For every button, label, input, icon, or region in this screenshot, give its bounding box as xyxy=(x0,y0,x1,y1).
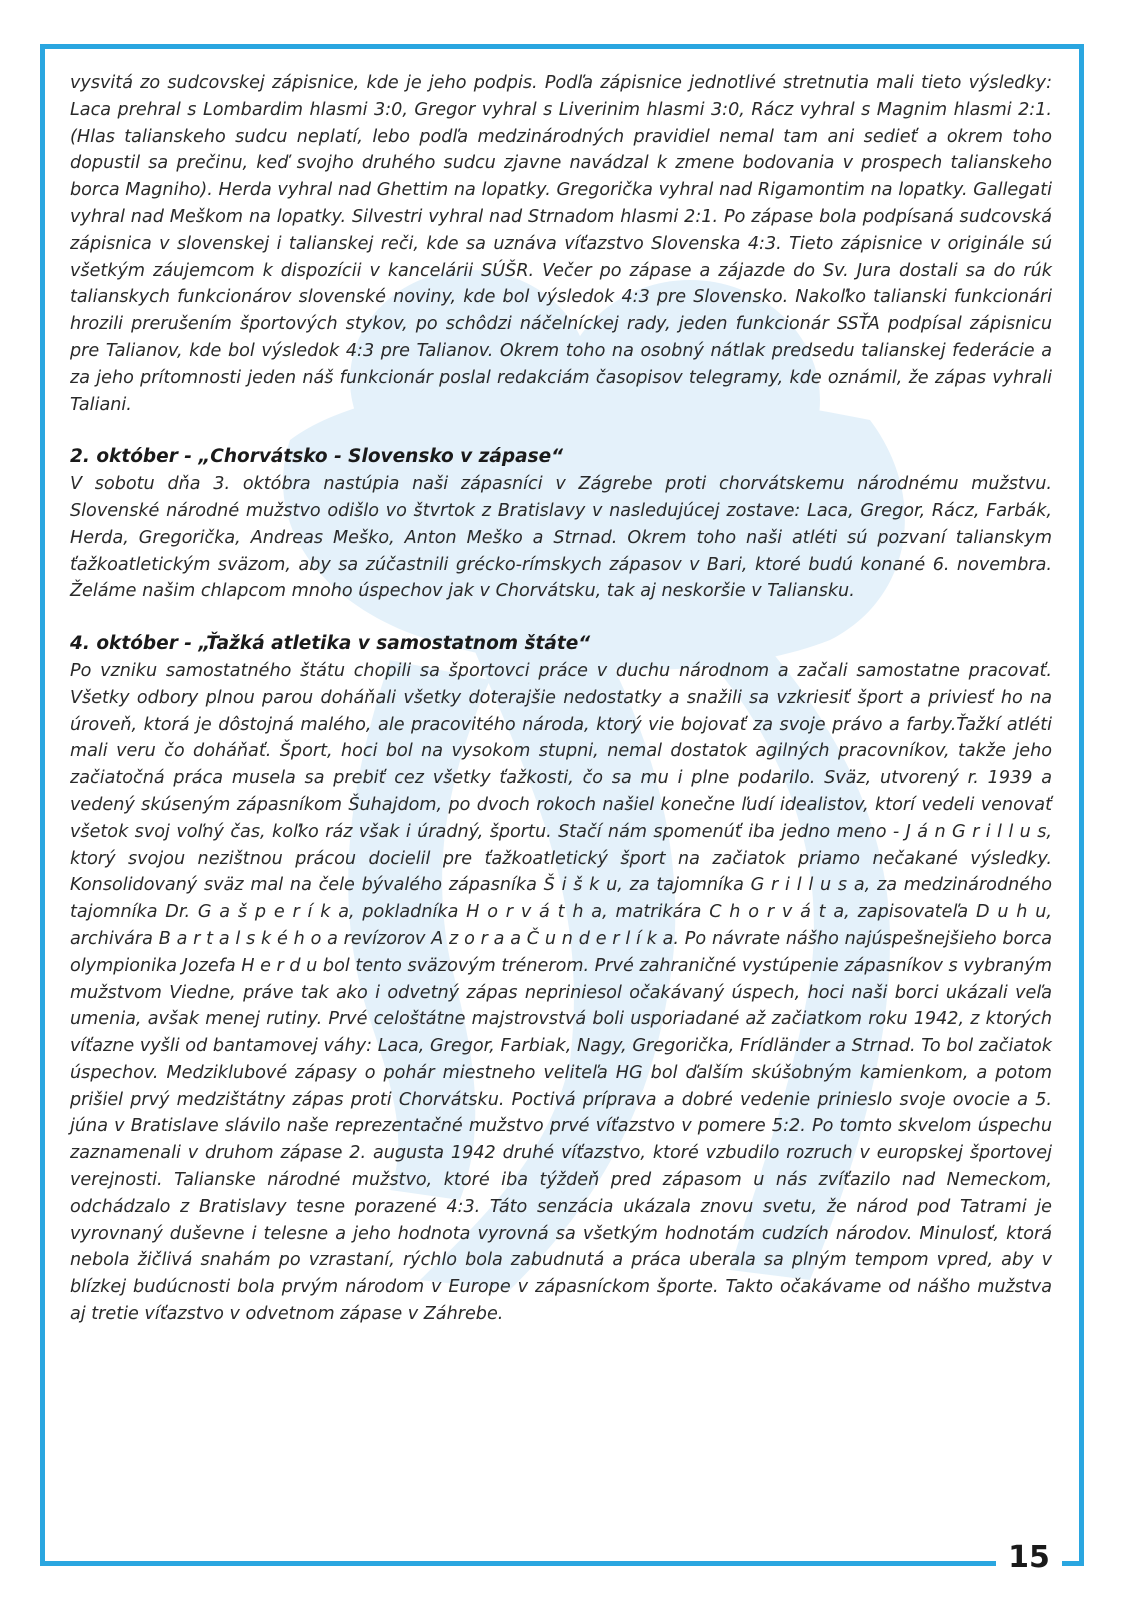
section-heading-athletics: 4. október - „Ťažká atletika v samostatnom štáte“ xyxy=(70,633,591,655)
article-content xyxy=(70,70,1052,1328)
section-heading-croatia: 2. október - „Chorvátsko - Slovensko v zápase“ xyxy=(70,446,564,468)
section-body-croatia: V sobotu dňa 3. októbra nastúpia naši zápasníci v Zágrebe proti chorvátskemu národnému mužstvu. Slovenské národné mužstvo odišlo vo štvrtok z Bratislavy v nasledujúcej zostave: Laca, Gregor, Rácz, Farbák, Herda, Gregorička, Andreas Meško, Anton Meško a Strnad. Okrem toho naši atléti sú pozvaní talianskym ťažkoatletickým sväzom, aby sa zúčastnili grécko-rímskych zápasov v Bari, ktoré budú konané 6. novembra. Želáme našim chlapcom mnoho úspechov jak v Chorvátsku, tak aj neskoršie v Taliansku. xyxy=(70,474,1052,602)
page-number: 15 xyxy=(1008,1540,1050,1575)
intro-paragraph: vysvitá zo sudcovskej zápisnice, kde je jeho podpis. Podľa zápisnice jednotlivé stretnutia mali tieto výsledky: Laca prehral s Lombardim hlasmi 3:0, Gregor vyhral s Liverinim hlasmi 3:0, Rácz vyhral s Magnim hlasmi 2:1. (Hlas talianskeho sudcu neplatí, lebo podľa medzinárodných pravidiel nemal tam ani sedieť a okrem toho dopustil sa prečinu, keď svojho druhého sudcu zjavne navádzal k zmene bodovania v prospech talianskeho borca Magniho). Herda vyhral nad Ghettim na lopatky. Gregorička vyhral nad Rigamontim na lopatky. Gallegati vyhral nad Meškom na lopatky. Silvestri vyhral nad Strnadom hlasmi 2:1. Po zápase bola podpísaná sudcovská zápisnica v slovenskej i talianskej reči, kde sa uznáva víťazstvo Slovenska 4:3. Tieto zápisnice v originále sú všetkým záujemcom k dispozícii v kancelárii SÚŠR. Večer po zápase a zájazde do Sv. Jura dostali sa do rúk talianskych funkcionárov slovenské noviny, kde bol výsledok 4:3 pre Slovensko. Nakoľko talianski funkcionári hrozili prerušením športových stykov, po schôdzi náčelníckej rady, jeden funkcionár SSŤA podpísal zápisnicu pre Talianov, kde bol výsledok 4:3 pre Talianov. Okrem toho na osobný nátlak predsedu talianskej federácie a za jeho prítomnosti jeden náš funkcionár poslal redakciám časopisov telegramy, kde oznámil, že zápas vyhrali Taliani. xyxy=(70,73,1052,415)
frame-bottom-line xyxy=(40,1561,996,1566)
frame-bottom-line-end xyxy=(1062,1561,1084,1566)
section-body-athletics: Po vzniku samostatného štátu chopili sa športovci práce v duchu národnom a začali samostatne pracovať. Všetky odbory plnou parou doháňali všetky doterajšie nedostatky a snažili sa vzkriesiť šport a priviesť ho na úroveň, ktorá je dôstojná malého, ale pracovitého národa, ktorý vie bojovať za svoje právo a farby.Ťažkí atléti mali veru čo doháňať. Šport, hoci bol na vysokom stupni, nemal dostatok agilných pracovníkov, takže jeho začiatočná práca musela sa prebiť cez všetky ťažkosti, čo sa mu i plne podarilo. Sväz, utvorený r. 1939 a vedený skúseným zápasníkom Šuhajdom, po dvoch rokoch našiel konečne ľudí idealistov, ktorí vedeli venovať všetok svoj voľný čas, koľko ráz však i úradný, športu. Stačí nám spomenúť iba jedno meno - J á n G r i l l u s, ktorý svojou nezištnou prácou docielil pre ťažkoatletický šport na začiatok priamo nečakané výsledky. Konsolidovaný sväz mal na čele bývalého zápasníka Š i š k u, za tajomníka G r i l l u s a, za medzinárodného tajomníka Dr. G a š p e r í k a, pokladníka H o r v á t h a, matrikára C h o r v á t a, zapisovateľa D u h u, archivára B a r t a l s k é h o a revízorov A z o r a a Č u n d e r l í k a. Po návrate nášho najúspešnejšieho borca olympionika Jozefa H e r d u bol tento sväzovým trénerom. Prvé zahraničné vystúpenie zápasníkov s vybraným mužstvom Viedne, práve tak ako i odvetný zápas nepriniesol očakávaný úspech, hoci naši borci ukázali veľa umenia, avšak menej rutiny. Prvé celoštátne majstrovstvá boli usporiadané až začiatkom roku 1942, z ktorých víťazne vyšli od bantamovej váhy: Laca, Gregor, Farbiak, Nagy, Gregorička, Frídländer a Strnad. To bol začiatok úspechov. Medziklubové zápasy o pohár miestneho veliteľa HG bol ďalším skúšobným kamienkom, a potom prišiel prvý medzištátny zápas proti Chorvátsku. Poctivá príprava a dobré vedenie prinieslo svoje ovocie a 5. júna v Bratislave slávilo naše reprezentačné mužstvo prvé víťazstvo v pomere 5:2. Po tomto skvelom úspechu zaznamenali v druhom zápase 2. augusta 1942 druhé víťazstvo, ktoré vzbudilo rozruch v europskej športovej verejnosti. Talianske národné mužstvo, ktoré iba týždeň pred zápasom u nás zvíťazilo nad Nemeckom, odchádzalo z Bratislavy tesne porazené 4:3. Táto senzácia ukázala znovu svetu, že národ pod Tatrami je vyrovnaný duševne i telesne a jeho hodnota vyrovná sa všetkým hodnotám cudzích národov. Minulosť, ktorá nebola žičlivá snahám po vzrastaní, rýchlo bola zabudnutá a práca uberala sa plným tempom vpred, aby v blízkej budúcnosti bola prvým národom v Europe v zápasníckom športe. Takto očakávame od nášho mužstva aj tretie víťazstvo v odvetnom zápase v Záhrebe. xyxy=(70,660,1052,1325)
